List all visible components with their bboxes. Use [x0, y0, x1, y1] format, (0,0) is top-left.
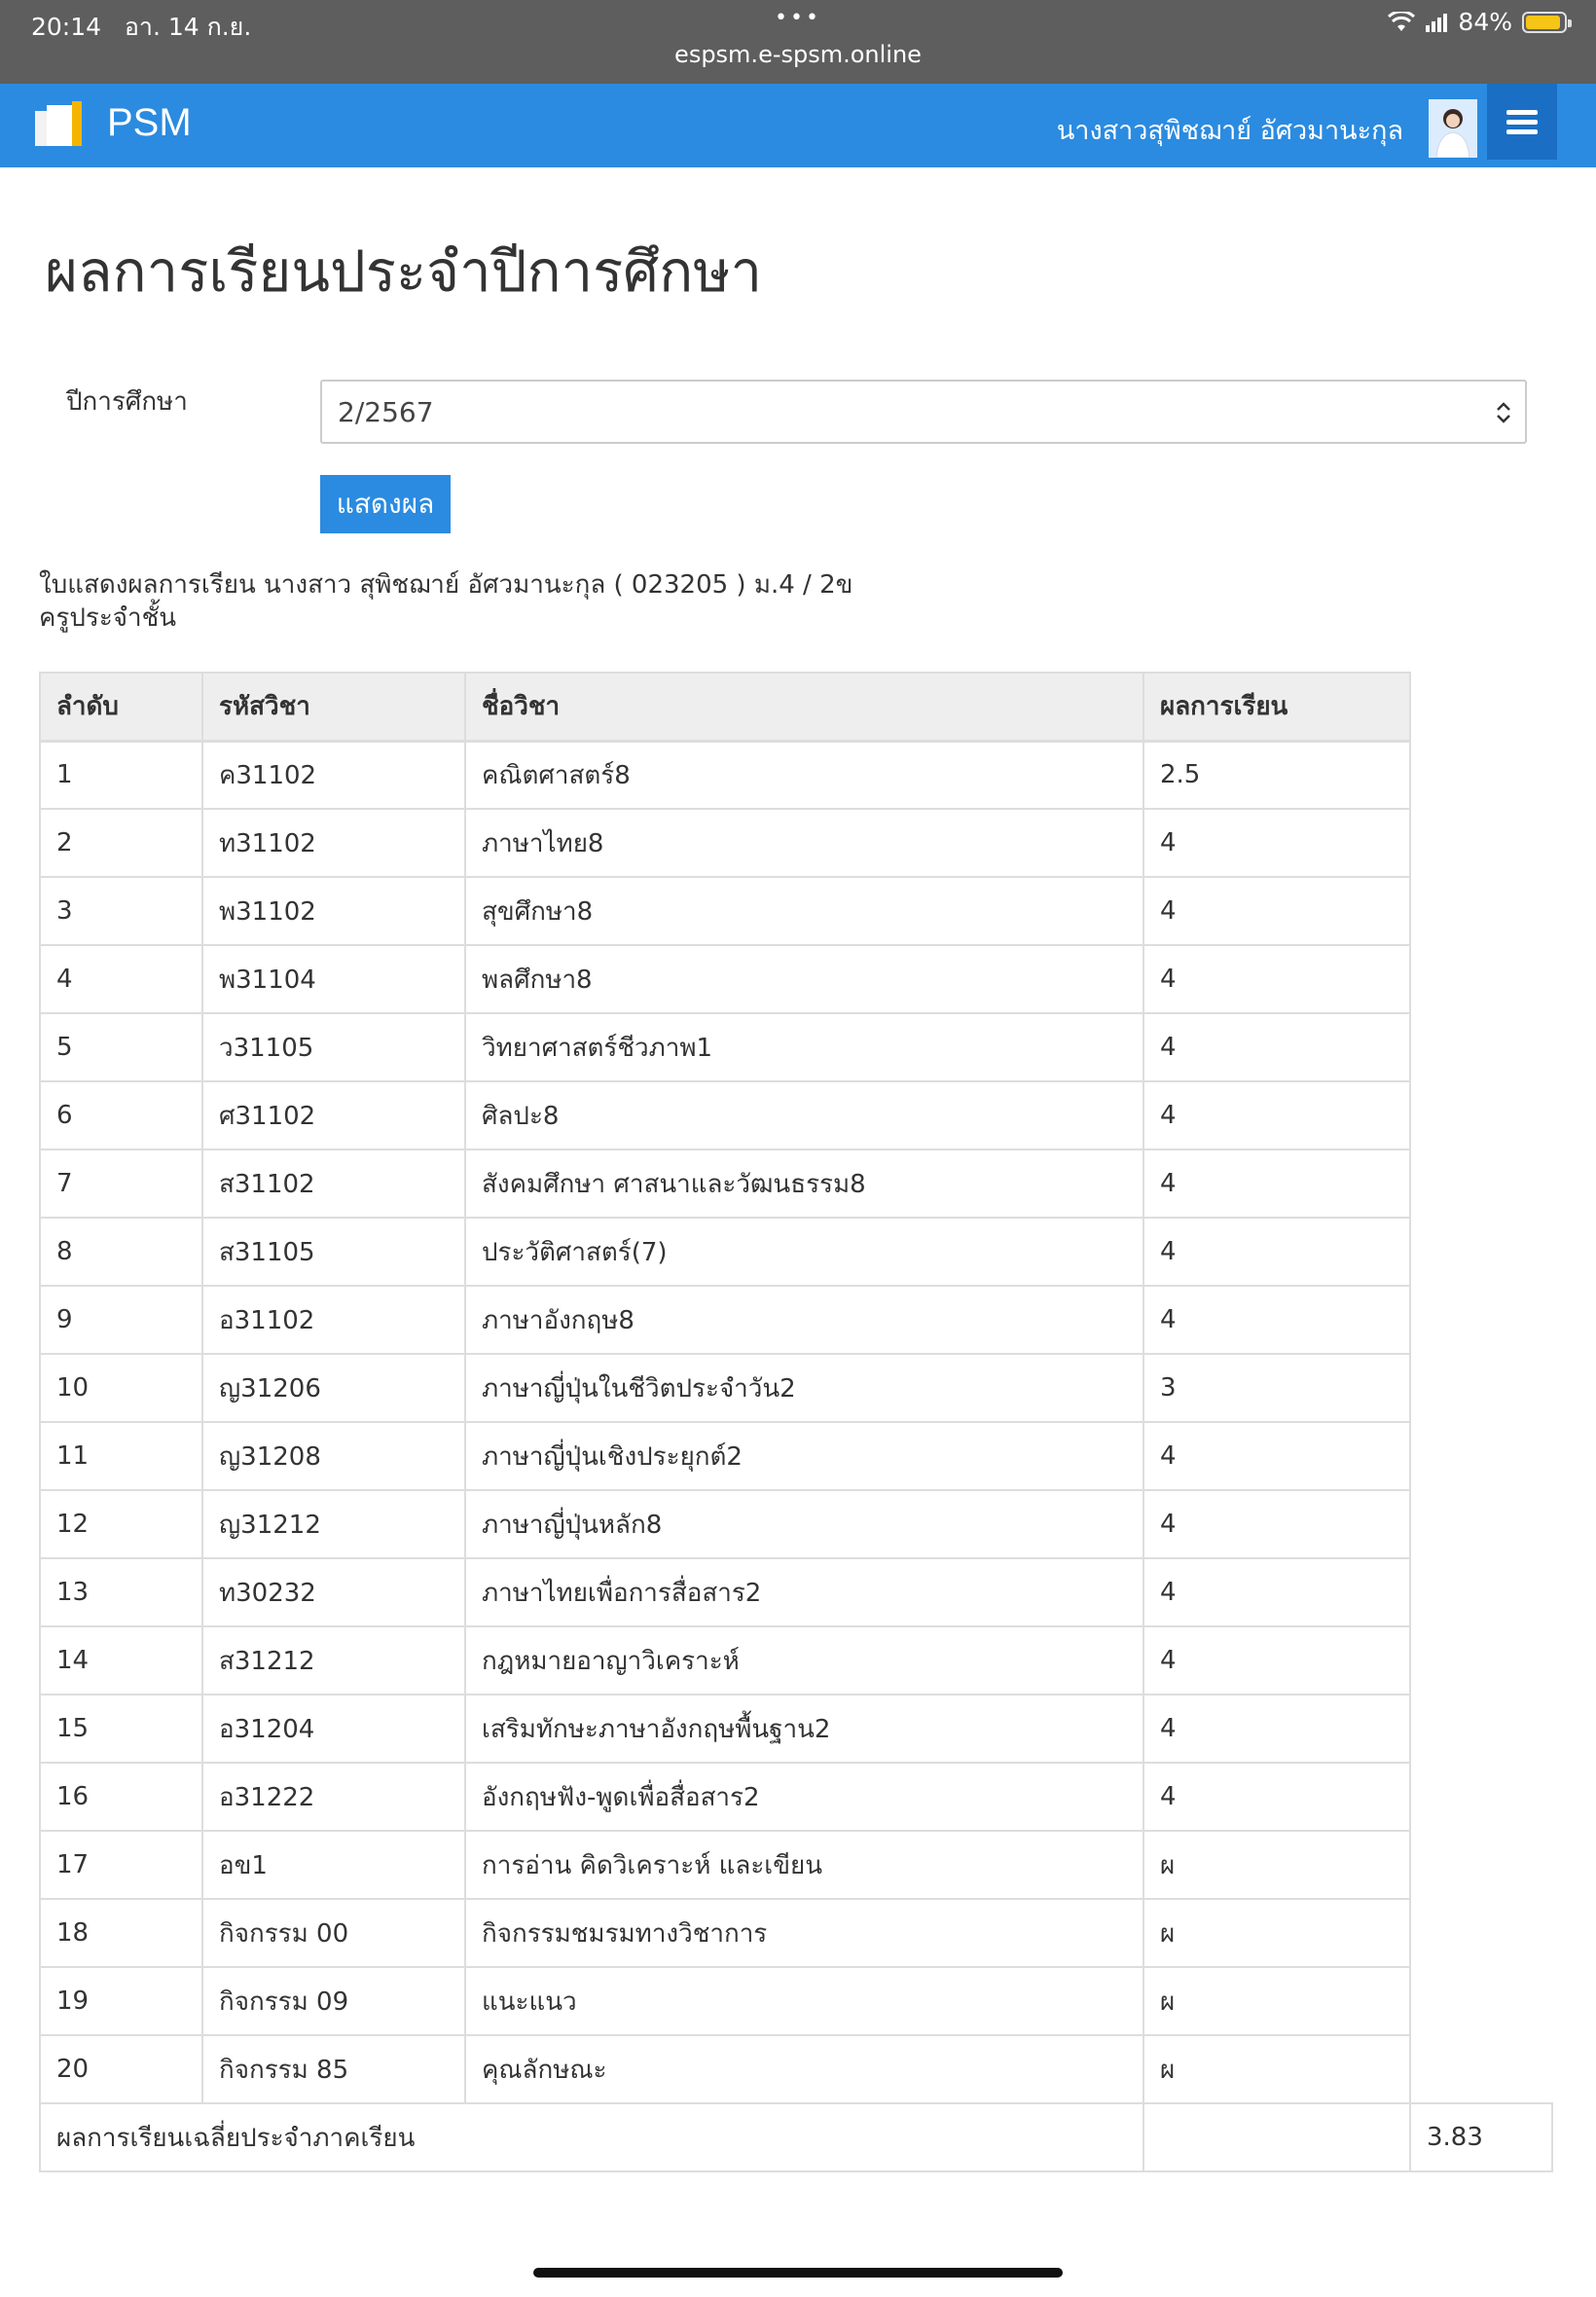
row-code: ส31105 — [202, 1218, 465, 1286]
row-grade: 4 — [1143, 877, 1410, 945]
row-subject: สุขศึกษา8 — [465, 877, 1143, 945]
row-no: 7 — [40, 1149, 202, 1218]
row-subject: คณิตศาสตร์8 — [465, 741, 1143, 809]
row-grade: 2.5 — [1143, 741, 1410, 809]
average-value: 3.83 — [1410, 2103, 1552, 2171]
signal-icon — [1425, 12, 1448, 33]
status-indicators — [1388, 8, 1567, 36]
row-code: อ31204 — [202, 1695, 465, 1763]
status-bar — [0, 0, 1596, 84]
table-row — [40, 1286, 1552, 1354]
table-footer-row — [40, 2103, 1552, 2171]
row-no: 13 — [40, 1558, 202, 1626]
row-code: กิจกรรม 09 — [202, 1967, 465, 2035]
row-grade: ผ — [1143, 1831, 1410, 1899]
show-results-button[interactable]: แสดงผล — [320, 475, 451, 533]
year-select-value: 2/2567 — [338, 395, 434, 428]
row-no: 8 — [40, 1218, 202, 1286]
psm-logo-icon — [35, 99, 84, 146]
row-grade: 4 — [1143, 1013, 1410, 1081]
average-empty-cell — [1143, 2103, 1410, 2171]
row-grade: 4 — [1143, 1422, 1410, 1490]
row-grade: ผ — [1143, 2035, 1410, 2103]
row-grade: 4 — [1143, 1763, 1410, 1831]
row-subject: ประวัติศาสตร์(7) — [465, 1218, 1143, 1286]
updown-chevron-icon — [1494, 399, 1513, 426]
page-title: ผลการเรียนประจำปีการศึกษา — [45, 238, 763, 305]
hamburger-menu-button[interactable] — [1487, 84, 1557, 160]
row-subject: กฎหมายอาญาวิเคราะห์ — [465, 1626, 1143, 1695]
brand-name: PSM — [107, 100, 192, 144]
grades-table — [39, 672, 1553, 2172]
row-grade: 4 — [1143, 1218, 1410, 1286]
row-subject: สังคมศึกษา ศาสนาและวัฒนธรรม8 — [465, 1149, 1143, 1218]
table-row — [40, 877, 1552, 945]
row-code: ส31102 — [202, 1149, 465, 1218]
row-no: 19 — [40, 1967, 202, 2035]
row-no: 4 — [40, 945, 202, 1013]
row-no: 10 — [40, 1354, 202, 1422]
table-row — [40, 1422, 1552, 1490]
hamburger-icon — [1506, 105, 1538, 139]
browser-url[interactable]: espsm.e-spsm.online — [674, 41, 922, 68]
wifi-icon — [1388, 12, 1415, 33]
row-subject: ศิลปะ8 — [465, 1081, 1143, 1149]
row-no: 11 — [40, 1422, 202, 1490]
table-row — [40, 1899, 1552, 1967]
row-subject: แนะแนว — [465, 1967, 1143, 2035]
row-no: 6 — [40, 1081, 202, 1149]
row-subject: พลศึกษา8 — [465, 945, 1143, 1013]
table-row — [40, 1013, 1552, 1081]
row-no: 1 — [40, 741, 202, 809]
year-select[interactable] — [320, 380, 1527, 444]
row-subject: ภาษาญี่ปุ่นหลัก8 — [465, 1490, 1143, 1558]
table-header-row — [40, 673, 1552, 741]
row-no: 16 — [40, 1763, 202, 1831]
home-indicator[interactable] — [533, 2268, 1063, 2278]
app-navbar — [0, 84, 1596, 167]
user-name[interactable]: นางสาวสุพิชฌาย์ อัศวมานะกุล — [1056, 116, 1403, 146]
table-row — [40, 1763, 1552, 1831]
row-code: ศ31102 — [202, 1081, 465, 1149]
row-code: พ31104 — [202, 945, 465, 1013]
row-subject: คุณลักษณะ — [465, 2035, 1143, 2103]
battery-percent: 84% — [1458, 8, 1512, 36]
avatar[interactable] — [1429, 99, 1477, 158]
report-title: ใบแสดงผลการเรียน นางสาว สุพิชฌาย์ อัศวมานะกุล ( 023205 ) ม.4 / 2ข — [39, 570, 853, 600]
row-code: ท31102 — [202, 809, 465, 877]
row-no: 2 — [40, 809, 202, 877]
row-no: 17 — [40, 1831, 202, 1899]
header-grade: ผลการเรียน — [1143, 673, 1410, 741]
row-no: 9 — [40, 1286, 202, 1354]
row-no: 18 — [40, 1899, 202, 1967]
row-grade: 4 — [1143, 809, 1410, 877]
table-row — [40, 1490, 1552, 1558]
row-no: 12 — [40, 1490, 202, 1558]
table-row — [40, 2035, 1552, 2103]
average-label: ผลการเรียนเฉลี่ยประจำภาคเรียน — [40, 2103, 1143, 2171]
row-grade: ผ — [1143, 1899, 1410, 1967]
row-subject: เสริมทักษะภาษาอังกฤษพื้นฐาน2 — [465, 1695, 1143, 1763]
row-grade: 4 — [1143, 1490, 1410, 1558]
row-subject: กิจกรรมชมรมทางวิชาการ — [465, 1899, 1143, 1967]
row-subject: วิทยาศาสตร์ชีวภาพ1 — [465, 1013, 1143, 1081]
row-no: 3 — [40, 877, 202, 945]
row-code: ญ31206 — [202, 1354, 465, 1422]
row-code: ญ31208 — [202, 1422, 465, 1490]
row-code: ค31102 — [202, 741, 465, 809]
row-no: 15 — [40, 1695, 202, 1763]
table-row — [40, 1831, 1552, 1899]
table-row — [40, 1558, 1552, 1626]
row-subject: การอ่าน คิดวิเคราะห์ และเขียน — [465, 1831, 1143, 1899]
row-grade: 4 — [1143, 945, 1410, 1013]
header-no: ลำดับ — [40, 673, 202, 741]
row-subject: ภาษาญี่ปุ่นในชีวิตประจำวัน2 — [465, 1354, 1143, 1422]
row-code: ว31105 — [202, 1013, 465, 1081]
row-grade: 4 — [1143, 1081, 1410, 1149]
brand-link[interactable] — [35, 99, 192, 146]
row-subject: ภาษาอังกฤษ8 — [465, 1286, 1143, 1354]
row-grade: 3 — [1143, 1354, 1410, 1422]
table-row — [40, 945, 1552, 1013]
row-grade: 4 — [1143, 1626, 1410, 1695]
row-subject: ภาษาญี่ปุ่นเชิงประยุกต์2 — [465, 1422, 1143, 1490]
row-no: 5 — [40, 1013, 202, 1081]
row-code: อข1 — [202, 1831, 465, 1899]
status-time: 20:14 อา. 14 ก.ย. — [31, 13, 252, 41]
row-subject: อังกฤษฟัง-พูดเพื่อสื่อสาร2 — [465, 1763, 1143, 1831]
row-grade: 4 — [1143, 1149, 1410, 1218]
table-row — [40, 1626, 1552, 1695]
row-code: กิจกรรม 00 — [202, 1899, 465, 1967]
more-dots-icon[interactable]: ••• — [775, 6, 821, 30]
table-row — [40, 1081, 1552, 1149]
row-code: อ31222 — [202, 1763, 465, 1831]
row-code: กิจกรรม 85 — [202, 2035, 465, 2103]
row-subject: ภาษาไทย8 — [465, 809, 1143, 877]
table-row — [40, 1354, 1552, 1422]
row-code: ท30232 — [202, 1558, 465, 1626]
table-row — [40, 741, 1552, 809]
row-no: 20 — [40, 2035, 202, 2103]
row-grade: ผ — [1143, 1967, 1410, 2035]
row-grade: 4 — [1143, 1286, 1410, 1354]
row-subject: ภาษาไทยเพื่อการสื่อสาร2 — [465, 1558, 1143, 1626]
year-label: ปีการศึกษา — [66, 387, 188, 417]
row-no: 14 — [40, 1626, 202, 1695]
row-code: พ31102 — [202, 877, 465, 945]
row-code: ญ31212 — [202, 1490, 465, 1558]
header-subject: ชื่อวิชา — [465, 673, 1143, 741]
table-row — [40, 1695, 1552, 1763]
row-grade: 4 — [1143, 1558, 1410, 1626]
table-row — [40, 1967, 1552, 2035]
battery-icon — [1522, 12, 1567, 33]
row-code: อ31102 — [202, 1286, 465, 1354]
homeroom-teacher: ครูประจำชั้น — [39, 603, 177, 633]
table-row — [40, 1218, 1552, 1286]
header-code: รหัสวิชา — [202, 673, 465, 741]
table-row — [40, 1149, 1552, 1218]
row-grade: 4 — [1143, 1695, 1410, 1763]
row-code: ส31212 — [202, 1626, 465, 1695]
table-row — [40, 809, 1552, 877]
